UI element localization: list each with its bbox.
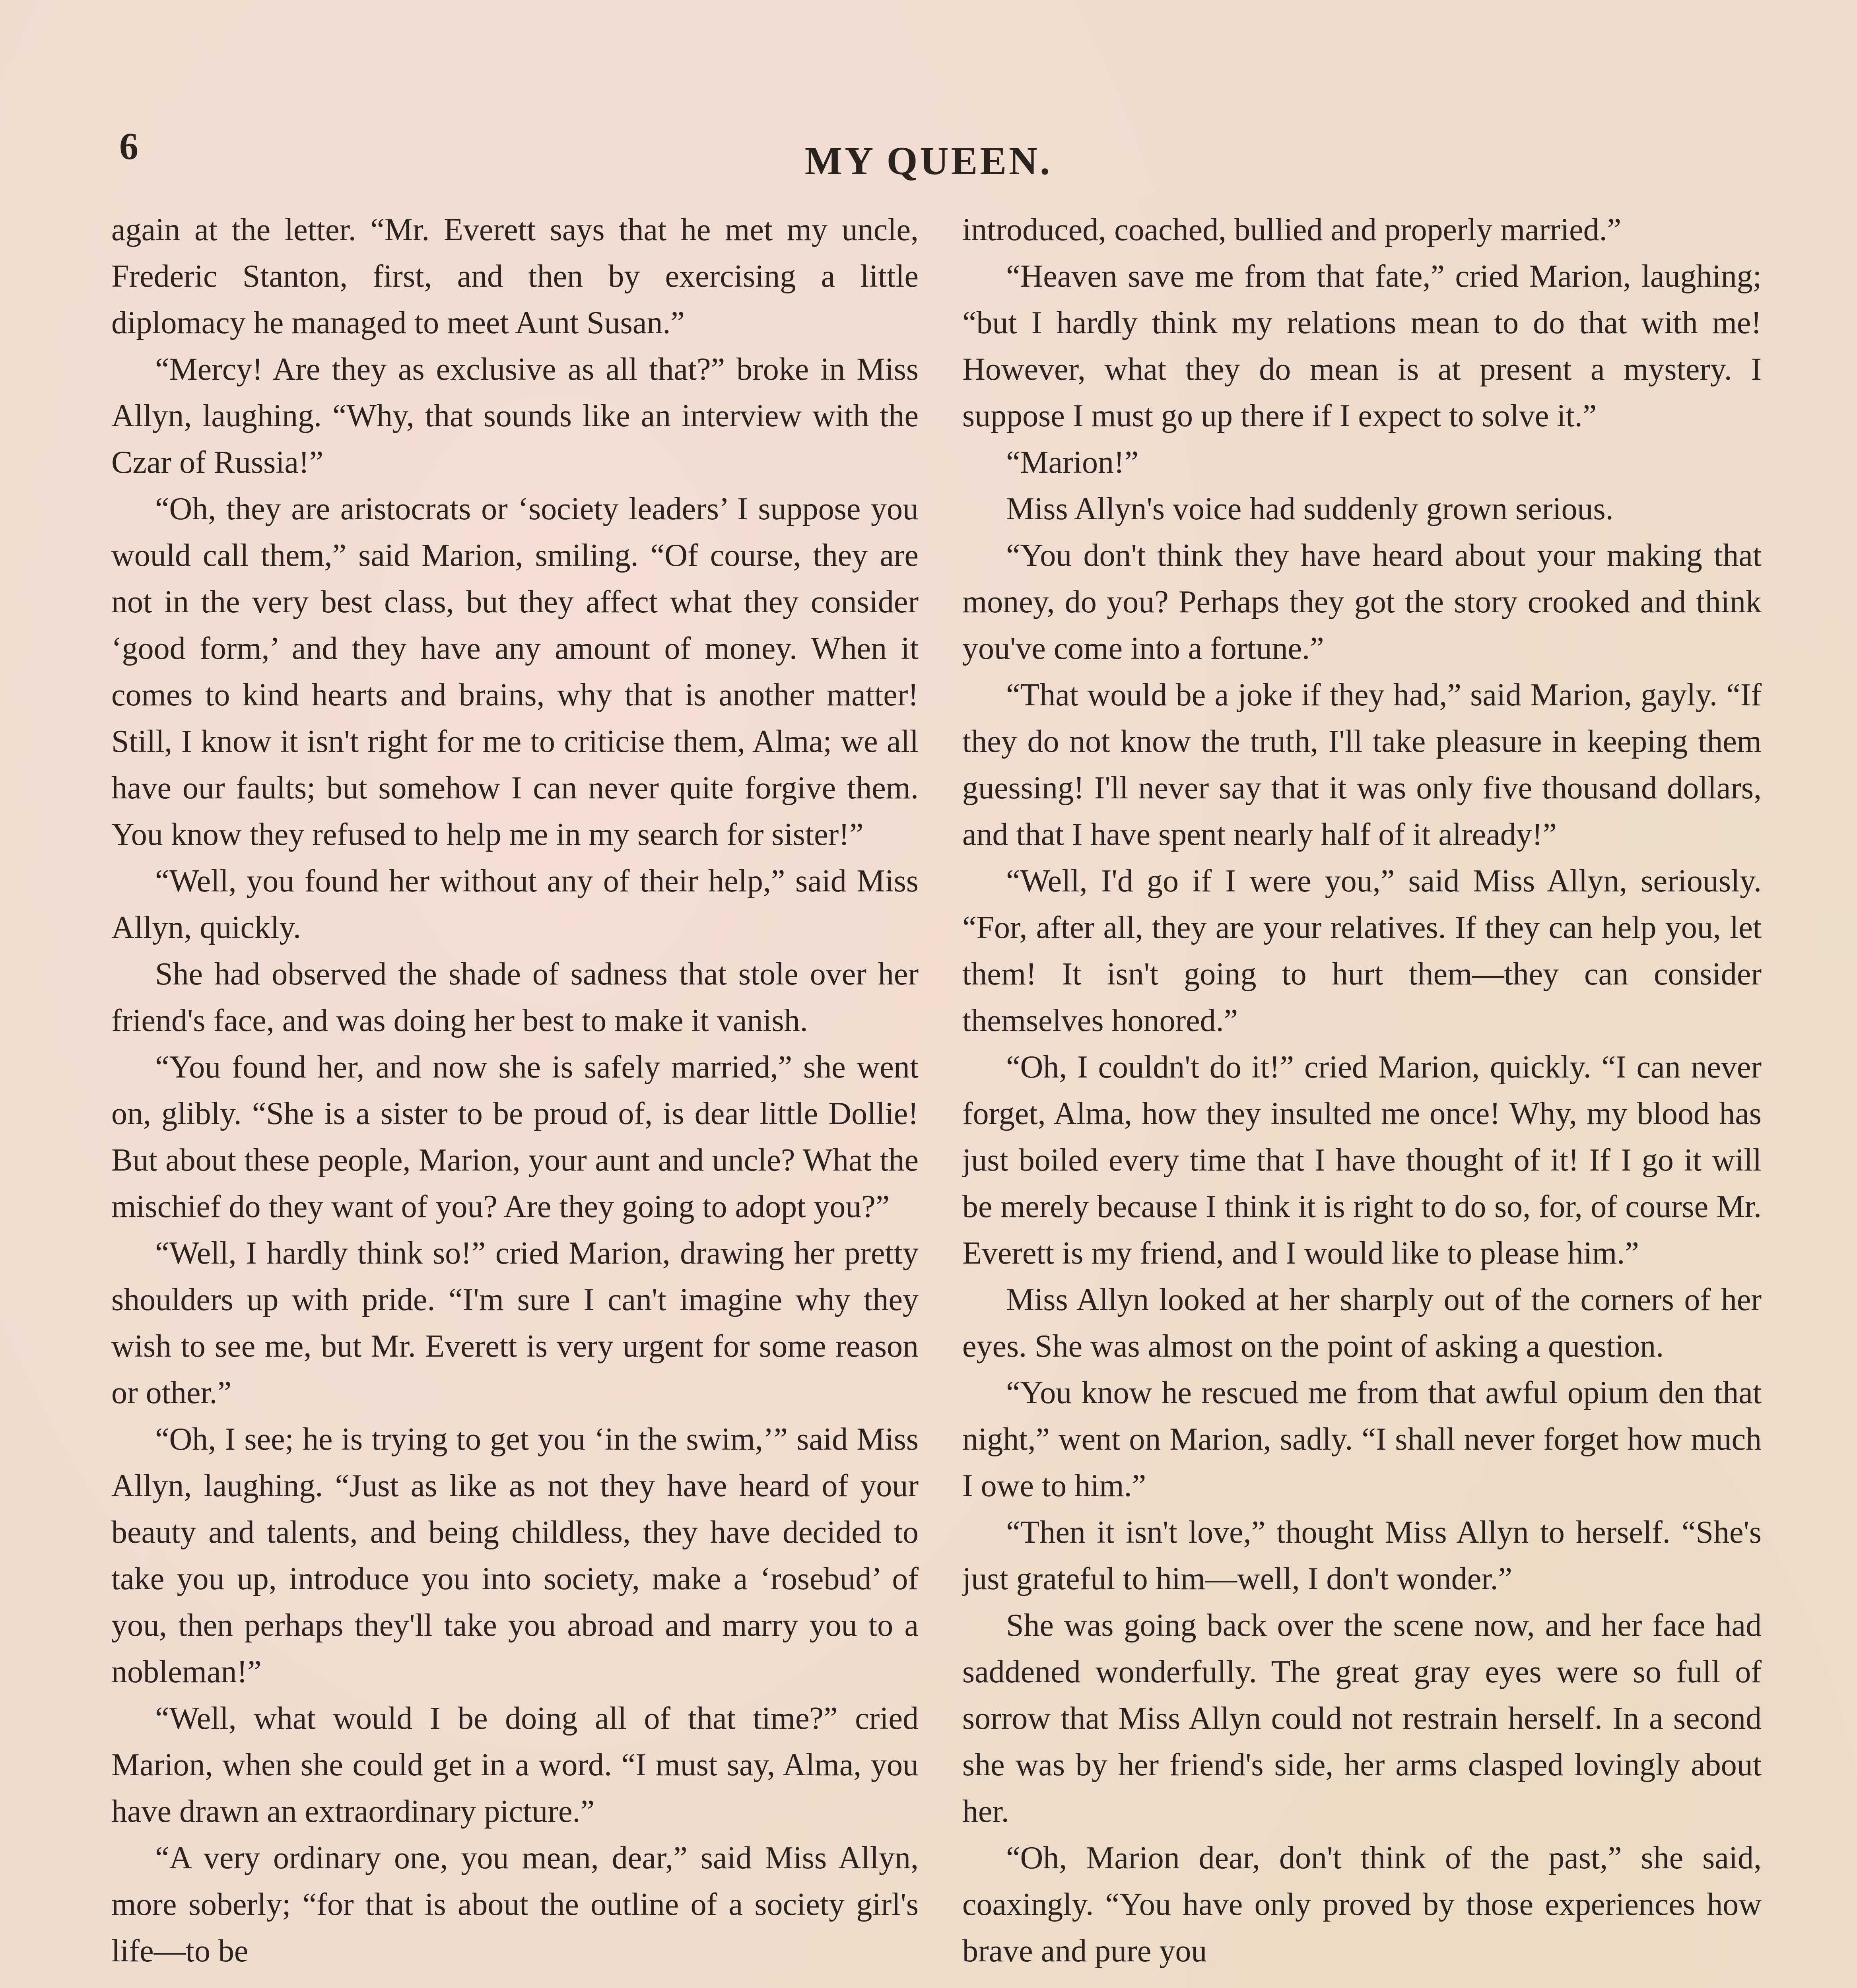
paragraph: “Oh, I couldn't do it!” cried Marion, quickly. “I can never forget, Alma, how they insulted me once! Why, my blood has just boiled every time that I have thought of it! If I go it will be merely because I think it is right to do so, for, of course Mr. Everett is my friend, and I would like to please him.” <box>962 1050 1762 1271</box>
paragraph: “You don't think they have heard about your making that money, do you? Perhaps they got the story crooked and think you've come into a fortune.” <box>962 538 1762 666</box>
paragraph: Miss Allyn's voice had suddenly grown serious. <box>1006 491 1614 526</box>
paragraph: “You know he rescued me from that awful opium den that night,” went on Marion, sadly. “I shall never forget how much I owe to him.” <box>962 1375 1762 1503</box>
paragraph: “Well, I hardly think so!” cried Marion, drawing her pretty shoulders up with pride. “I'm sure I can't imagine why they wish to see me, but Mr. Everett is very urgent for some reason or other.” <box>111 1236 919 1410</box>
paragraph: She was going back over the scene now, and her face had saddened wonderfully. The great gray eyes were so full of sorrow that Miss Allyn could not restrain herself. In a second she was by her friend's side, her arms clasped lovingly about her. <box>962 1608 1762 1829</box>
paragraph: “You found her, and now she is safely married,” she went on, glibly. “She is a sister to be proud of, is dear little Dollie! But about these people, Marion, your aunt and uncle? What the mischief do they want of you? Are they going to adopt you?” <box>111 1050 919 1224</box>
paragraph: “Oh, they are aristocrats or ‘society leaders’ I suppose you would call them,” said Marion, smiling. “Of course, they are not in the very best class, but they affect what they consider ‘good form,’ and they have any amount of money. When it comes to kind hearts and brains, why that is another matter! Still, I know it isn't right for me to criticise them, Alma; we all have our faults; but somehow I can never quite forgive them. You know they refused to help me in my search for sister!” <box>111 491 919 852</box>
paragraph: “Then it isn't love,” thought Miss Allyn to herself. “She's just grateful to him—well, I don't wonder.” <box>962 1515 1762 1596</box>
paragraph: “Marion!” <box>1006 445 1139 480</box>
page-number: 6 <box>119 125 138 167</box>
paragraph: “Well, I'd go if I were you,” said Miss Allyn, seriously. “For, after all, they are your relatives. If they can help you, let them! It isn't going to hurt them—they can consider themselves honored.” <box>962 864 1762 1038</box>
paragraph: “Oh, Marion dear, don't think of the past,” she said, coaxingly. “You have only proved by those experiences how brave and pure you <box>962 1840 1762 1969</box>
paragraph: “Oh, I see; he is trying to get you ‘in the swim,’” said Miss Allyn, laughing. “Just as like as not they have heard of your beauty and talents, and being childless, they have decided to take you up, introduce you into society, make a ‘rosebud’ of you, then perhaps they'll take you abroad and marry you to a nobleman!” <box>111 1422 919 1689</box>
paragraph: “Well, what would I be doing all of that time?” cried Marion, when she could get in a word. “I must say, Alma, you have drawn an extraordinary picture.” <box>111 1701 919 1829</box>
paragraph: Miss Allyn looked at her sharply out of the corners of her eyes. She was almost on the point of asking a question. <box>962 1282 1762 1364</box>
paragraph: “Mercy! Are they as exclusive as all that?” broke in Miss Allyn, laughing. “Why, that sounds like an interview with the Czar of Russia!” <box>111 352 919 480</box>
paragraph: “That would be a joke if they had,” said Marion, gayly. “If they do not know the truth, I'll take pleasure in keeping them guessing! I'll never say that it was only five thousand dollars, and that I have spent nearly half of it already!” <box>962 678 1762 852</box>
paragraph: She had observed the shade of sadness that stole over her friend's face, and was doing her best to make it vanish. <box>111 957 919 1038</box>
paragraph: “A very ordinary one, you mean, dear,” said Miss Allyn, more soberly; “for that is about the outline of a society girl's life—to be <box>111 1840 919 1969</box>
left-column <box>111 207 919 1988</box>
right-column <box>962 207 1762 1988</box>
paragraph: again at the letter. “Mr. Everett says that he met my uncle, Frederic Stanton, first, and then by exercising a little diplomacy he managed to meet Aunt Susan.” <box>111 212 919 340</box>
paragraph: “Heaven save me from that fate,” cried Marion, laughing; “but I hardly think my relations mean to do that with me! However, what they do mean is at present a mystery. I suppose I must go up there if I expect to solve it.” <box>962 259 1762 433</box>
paragraph: introduced, coached, bullied and properly married.” <box>962 212 1622 247</box>
paragraph: “Well, you found her without any of their help,” said Miss Allyn, quickly. <box>111 864 919 945</box>
running-title: MY QUEEN. <box>804 139 1053 183</box>
